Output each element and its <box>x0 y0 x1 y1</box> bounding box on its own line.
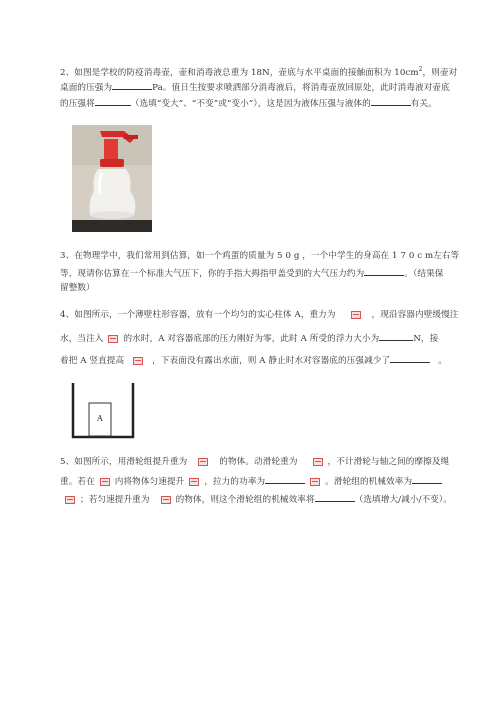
formula-image-icon <box>133 357 143 365</box>
spray-bottle-photo <box>72 125 152 232</box>
formula-image-icon <box>189 478 199 486</box>
container-diagram <box>71 383 135 439</box>
formula-image-icon <box>198 458 208 466</box>
formula-image-icon <box>351 311 361 319</box>
q2-line-1: 2、如图是学校的防疫消毒壶，壶和消毒液总重为 18N，壶底与水平桌面的接触面积为 $10cm^2$，则壶对 <box>60 66 458 78</box>
q3-line-3: 留整数） <box>60 283 95 293</box>
block-a-label: A <box>97 414 103 423</box>
answer-blank[interactable] <box>364 266 404 276</box>
q3-line-1: 3、在物理学中，我们常用到估算，如一个鸡蛋的质量为 5 0 g ，一个中学生的身高在 1 7 0 c m左右等 <box>60 251 460 261</box>
q5-line-3: ；若匀速提升重为 的物体，则这个滑轮组的机械效率将 （选填增大/减小/不变）。 <box>60 492 452 506</box>
answer-blank[interactable] <box>95 96 131 106</box>
q4-line-1: 4、如图所示，一个薄壁柱形容器，放有一个均匀的实心柱体 A，重力为 ，现沿容器内壁缓慢注 <box>60 310 459 320</box>
answer-blank[interactable] <box>371 96 411 106</box>
answer-blank[interactable] <box>315 492 355 502</box>
formula-image-icon <box>310 478 320 486</box>
answer-blank[interactable] <box>379 331 413 341</box>
formula-image-icon <box>100 478 110 486</box>
answer-blank[interactable] <box>112 80 152 90</box>
formula-image-icon <box>313 458 323 466</box>
superscript: 2 <box>418 66 423 73</box>
q5-line-2: 重。若在 内将物体匀速提升 ，拉力的功率为 。滑轮组的机械效率为 <box>60 474 442 488</box>
q4-line-3: 着把 A 竖直提高 ，下表面没有露出水面，则 A 静止时水对容器底的压强减少了 。 <box>60 353 447 367</box>
q2-line-2: 桌面的压强为 Pa。值日生按要求喷洒部分消毒液后，将消毒壶放回原处，此时消毒液对壶底 <box>60 80 450 94</box>
q2-line-3: 的压强将 （选填“变大”、“不变”或“变小”），这是因为液体压强与液体的 有关。 <box>60 96 437 110</box>
answer-blank[interactable] <box>390 353 430 363</box>
answer-blank[interactable] <box>265 474 305 484</box>
formula-image-icon <box>108 335 118 343</box>
spray-bottle-image <box>72 125 152 232</box>
answer-blank[interactable] <box>412 474 442 484</box>
container-figure <box>71 383 135 439</box>
formula-image-icon <box>65 496 75 504</box>
q4-line-2: 水，当注入 的水时，A 对容器底部的压力刚好为零，此时 A 所受的浮力大小为 N，接 <box>60 331 438 345</box>
q5-line-1: 5、如图所示，用滑轮组提升重为 的物体。动滑轮重为 ，不计滑轮与轴之间的摩擦及绳 <box>60 457 450 467</box>
q3-line-2: 等，现请你估算在一个标准大气压下，你的手指大拇指甲盖受到的大气压力约为 。（结果保 <box>60 266 443 280</box>
formula-image-icon <box>161 496 171 504</box>
